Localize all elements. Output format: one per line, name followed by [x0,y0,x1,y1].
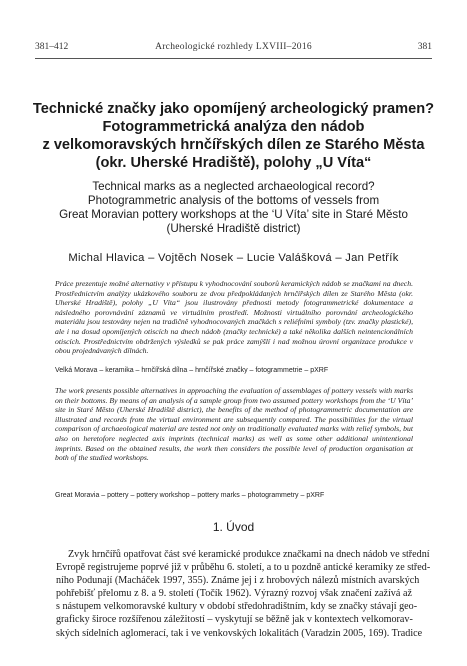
body-line: ního Podunají (Macháček 1997, 355). Známe jej i z hrobových nálezů místních avarských [56,575,420,587]
title-en-line: Technical marks as a neglected archaeological record? [92,180,375,193]
abstract-czech: Práce prezentuje možné alternativy v přístupu k vyhodnocování souborů keramických nádob se značkami na dnech. Prostřednictvím analýzy ukázkového souboru ze dvou předpokládaných hrnčířských dílen ze Starého Města (okr. Uherské Hradiště), polohy „U Víta“ jsou ilustrovány přednosti metody fotogrammetrické dokumentace a následného porovnávání záznamů ve virtuálním prostředí. Možnosti virtuálního porovnání archeologického materiálu jsou testovány nejen na tradičně vyhodnocovaných značkách s reliéfními symboly (tzv. značky plastické), ale i na dosud opomíjených otiscích na dnech nádob (značky technické) a také několika dalších neintencionálních otiscích. Prostřednictvím obdržených výsledků se pak práce zamýšlí i nad možnou úrovní organizace produkce v obou projednávaných dílnách. [55,279,413,356]
running-header [35,42,432,56]
title-cz-line: (okr. Uherské Hradiště), polohy „U Víta“ [95,155,372,171]
section-heading: 1. Úvod [212,520,255,534]
body-line: pohřebišť přelomu z 8. a 9. století (Točík 1962). Výrazný rozvoj však značení zažívá až [56,588,412,600]
title-en-line: (Uherské Hradiště district) [166,222,301,235]
title-cz-line: z velkomoravských hrnčířských dílen ze Starého Města [42,137,425,153]
article-title-english [30,180,437,236]
keywords-english: Great Moravia – pottery – pottery workshop – pottery marks – photogrammetry – pXRF [55,492,325,499]
author-list: Michal Hlavica – Vojtěch Nosek – Lucie Valášková – Jan Petřík [68,252,399,264]
title-en-line: Great Moravian pottery workshops at the ‘U Víta’ site in Staré Město [59,208,408,221]
page-number: 381 [417,42,432,52]
body-line: ských sídelních aglomerací, tak i ve venkovských lokalitách (Varadzin 2005, 169). Tradice [56,627,423,639]
body-line: Evropě registrujeme poprvé již v průběhu 6. století, a to u pozdně antické keramiky ze střed- [56,562,431,574]
journal-name: Archeologické rozhledy LXVIII‒2016 [155,42,312,52]
page-range: 381–412 [35,42,69,52]
article-title-czech [30,100,437,172]
title-en-line: Photogrammetric analysis of the bottoms of vessels from [87,194,380,207]
abstract-english: The work presents possible alternatives in approaching the evaluation of assemblages of pottery vessels with marks on their bottoms. By means of an analysis of a sample group from two assumed pottery workshops from the ‘U Víta’ site in Staré Město (Uherské Hradiště district), the benefits of the method of photogrammetric documentation are illustrated and records from the virtual environment are subsequently compared. The possibilities for the virtual comparison of archaeological material are tested not only on traditionally evaluated marks with relief symbols, but also on heretofore neglected axis imprints (technical marks) as well as some other additional unintentional imprints. Based on the obtained results, the work then considers the possible level of production organisation at both of the studied workshops. [55,386,413,463]
body-line: Zvyk hrnčířů opatřovat část své keramické produkce značkami na dnech nádob ve střední [68,549,430,560]
body-line: s nástupem velkomoravské kultury v období středohradištním, kdy se značky stávají geo- [56,601,418,613]
body-paragraph [56,548,431,640]
body-line: graficky široce rozšířenou záležitostí – vyskytují se běžně jak v kontextech velkomorav- [56,614,413,626]
title-cz-line: Technické značky jako opomíjený archeologický pramen? [32,101,435,117]
title-cz-line: Fotogrammetrická analýza den nádob [102,119,365,135]
keywords-czech: Velká Morava – keramika – hrnčířská dílna – hrnčířské značky – fotogrammetrie – pXRF [55,367,329,374]
header-rule [35,58,432,59]
